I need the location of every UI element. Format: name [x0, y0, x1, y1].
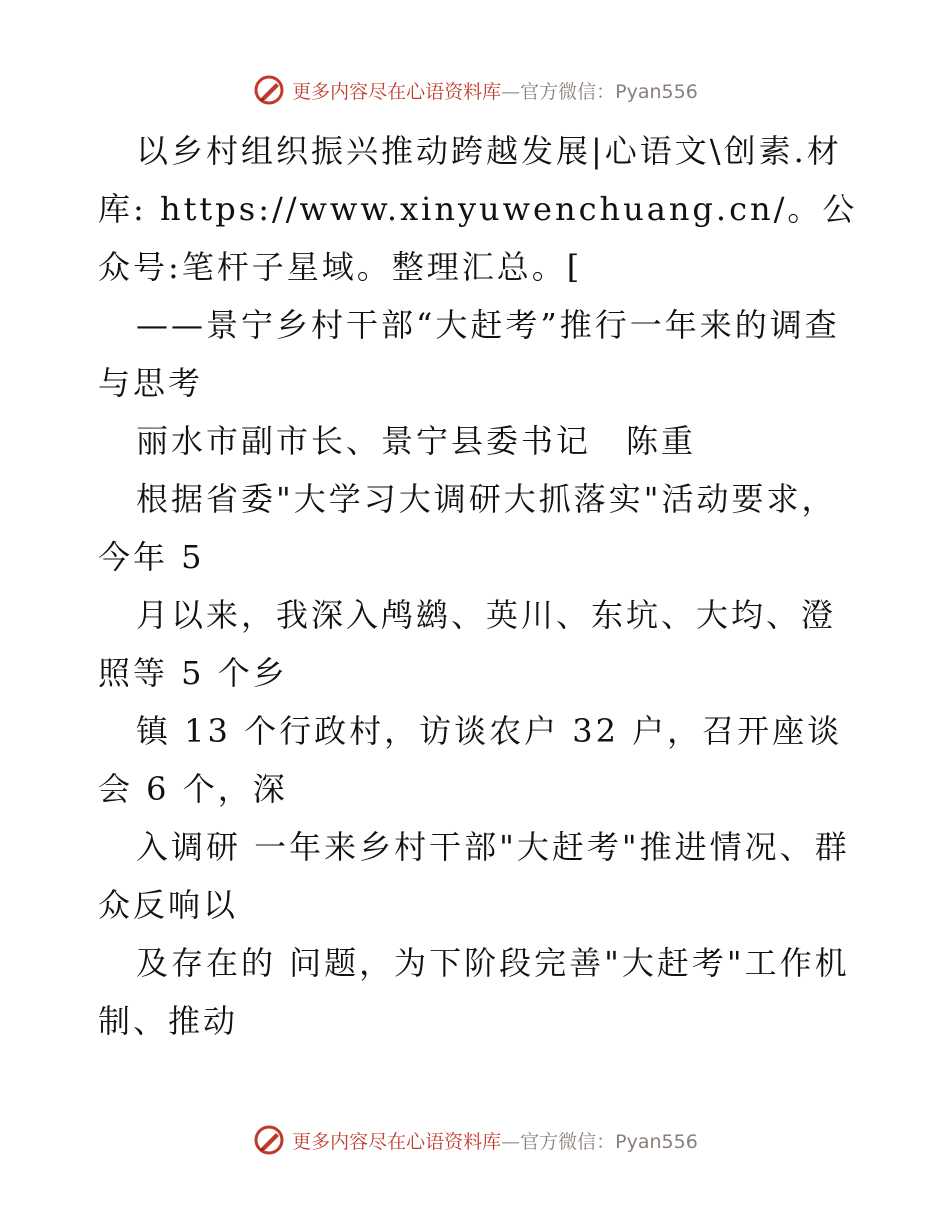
paragraph-body-5: 及存在的 问题，为下阶段完善"大赶考"工作机制、推动 — [98, 944, 850, 1040]
banner-text: 更多内容尽在心语资料库—官方微信：Pyan556 — [292, 1130, 698, 1153]
paragraph-author: 丽水市副市长、景宁县委书记 陈重 — [136, 422, 697, 460]
pen-logo-icon — [252, 73, 286, 107]
document-body — [98, 122, 858, 1050]
footer-banner — [0, 1120, 950, 1160]
paragraph-intro: 以乡村组织振兴推动跨越发展|心语文\创素.材库: https://www.xinyuwenchuang.cn/。公众号:笔杆子星域。整理汇总。[ — [98, 132, 858, 286]
paragraph-body-4: 入调研 一年来乡村干部"大赶考"推进情况、群众反响以 — [98, 828, 850, 924]
paragraph-subtitle: ——景宁乡村干部“大赶考”推行一年来的调查与思考 — [98, 306, 840, 402]
banner-text: 更多内容尽在心语资料库—官方微信：Pyan556 — [292, 80, 698, 103]
paragraph-body-2: 月以来，我深入鸬鹚、英川、东坑、大均、澄照等 5 个乡 — [98, 596, 837, 692]
pen-logo-icon — [252, 1123, 286, 1157]
paragraph-body-3: 镇 13 个行政村，访谈农户 32 户，召开座谈会 6 个，深 — [98, 712, 843, 808]
paragraph-body-1: 根据省委"大学习大调研大抓落实"活动要求，今年 5 — [98, 480, 837, 576]
header-banner — [0, 70, 950, 110]
